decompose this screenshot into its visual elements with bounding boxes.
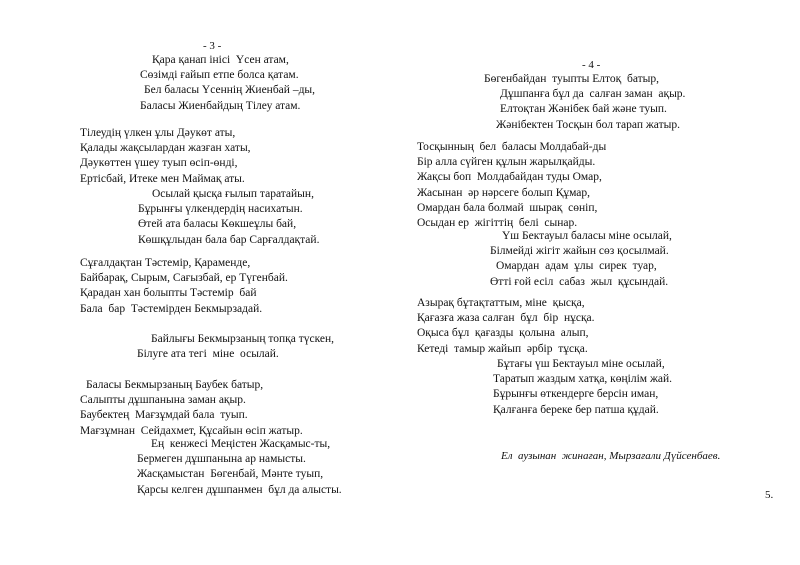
verse-line: Салыпты дұшпанына заман ақыр. (80, 394, 246, 407)
stanza (417, 296, 595, 357)
verse-line: Өтей ата баласы Көкшеұлы бай, (138, 218, 297, 231)
verse-line: Дұшпанға бұл да салған заман ақыр. (500, 88, 686, 101)
verse-line: Байлығы Бекмырзаның топқа түскен, (151, 333, 335, 345)
verse-line: Білуге ата тегі міне осылай. (137, 348, 279, 361)
verse-line: Елтоқтан Жәнібек бай және туып. (500, 103, 667, 116)
verse-line: Тілеудің үлкен ұлы Дәукөт аты, (80, 127, 236, 139)
stanza (80, 126, 251, 187)
verse-line: Оқыса бұл қағазды қолына алып, (417, 327, 589, 340)
verse-line: Бөгенбайдан туыпты Елтоқ батыр, (484, 73, 660, 85)
stanza (80, 256, 288, 317)
verse-line: Байбарақ, Сырым, Сағызбай, ер Түгенбай. (80, 272, 288, 285)
stanza (137, 437, 342, 498)
verse-line: Осыдан ер жігіттің белі сынар. (417, 217, 578, 230)
page-number: - 4 - (582, 59, 601, 71)
stanza (138, 187, 319, 248)
stanza (484, 72, 685, 133)
verse-line: Жасынан әр нәрсеге болып Құмар, (417, 186, 591, 199)
verse-line: Өтті ғой есіл сабаз жыл құсындай. (490, 275, 669, 288)
verse-line: Тосқынның бел баласы Молдабай-ды (417, 141, 607, 153)
verse-line: Үш Бектауыл баласы міне осылай, (502, 230, 672, 242)
verse-line: Кетеді тамыр жайып әрбір тұсқа. (417, 342, 588, 355)
verse-line: Бұрынғы үлкендердің насихатын. (138, 203, 303, 216)
verse-line: Азырақ бұтақтаттым, міне қысқа, (417, 297, 585, 309)
attribution: Ел аузынан жинаған, Мырзағали Дүйсенбаев. (501, 450, 721, 462)
verse-line: Мағзұмнан Сейдахмет, Құсайын өсіп жатыр. (80, 424, 303, 437)
stanza (80, 378, 303, 439)
verse-line: Бір алла сүйген құлын жарылқайды. (417, 156, 596, 169)
verse-line: Қара қанап інісі Үсен атам, (152, 54, 289, 66)
verse-line: Осылай қысқа ғылып таратайын, (152, 188, 314, 200)
verse-line: Омардан бала болмай шырақ сөніп, (417, 201, 598, 214)
verse-line: Білмейді жігіт жайын сөз қосылмай. (490, 245, 669, 258)
verse-line: Жасқамыстан Бөгенбай, Мәнте туып, (137, 468, 324, 481)
verse-line: Қалады жақсылардан жазған хаты, (80, 142, 251, 155)
page-number: - 3 - (203, 40, 222, 52)
verse-line: Ең кенжесі Меңістен Жасқамыс-ты, (151, 438, 331, 450)
verse-line: Сөзімді ғайып етпе болса қатам. (140, 69, 299, 82)
stanza (140, 53, 315, 114)
verse-line: Көшқұлыдан бала бар Сарғалдақтай. (138, 233, 320, 246)
verse-line: Бермеген дұшпанына ар намысты. (137, 453, 306, 466)
stanza (490, 229, 672, 290)
stanza (417, 140, 606, 231)
verse-line: Жәнібектен Тосқын бол тарап жатыр. (496, 118, 680, 131)
verse-line: Таратып жаздым хатқа, көңілім жай. (493, 373, 673, 386)
verse-line: Қалғанға береке бер патша құдай. (493, 403, 659, 416)
verse-line: Қағазға жаза салған бұл бір нұсқа. (417, 312, 595, 325)
verse-line: Бел баласы Үсеннің Жиенбай –ды, (144, 84, 316, 97)
stanza (137, 332, 334, 362)
verse-line: Бұтағы үш Бектауыл міне осылай, (497, 358, 665, 370)
footer-page-number: 5. (765, 489, 774, 501)
verse-line: Бала бар Тәстемірден Бекмырзадай. (80, 302, 263, 315)
verse-line: Баубектең Мағзұмдай бала туып. (80, 409, 248, 422)
stanza (493, 357, 672, 418)
verse-line: Омардан адам ұлы сирек туар, (496, 260, 657, 273)
verse-line: Баласы Бекмырзаның Баубек батыр, (86, 379, 264, 391)
verse-line: Қарсы келген дұшпанмен бұл да алысты. (137, 483, 342, 496)
verse-line: Ертісбай, Итеке мен Маймақ аты. (80, 172, 245, 185)
verse-line: Бұрынғы өткендерге берсін иман, (493, 388, 659, 401)
verse-line: Дәукөттен үшеу туып өсіп-өнді, (80, 157, 238, 170)
verse-line: Сұғалдақтан Тәстемір, Қараменде, (80, 257, 251, 269)
verse-line: Жақсы боп Молдабайдан туды Омар, (417, 171, 602, 184)
right-page (400, 0, 800, 565)
verse-line: Баласы Жиенбайдың Тілеу атам. (140, 99, 301, 112)
verse-line: Қарадан хан болыпты Тәстемір бай (80, 287, 257, 300)
